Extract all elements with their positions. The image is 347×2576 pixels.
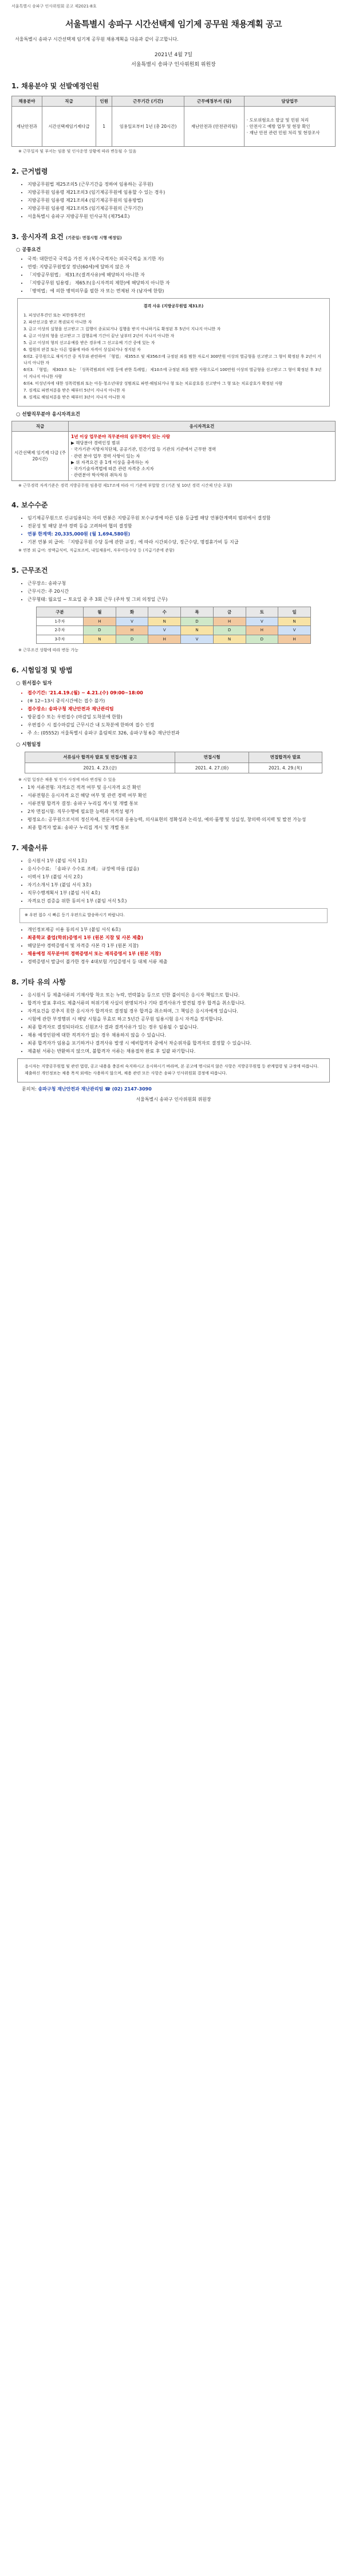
list-item: • 채용예정 직무분야의 경력증명서 또는 재직증명서 1부 (원본 지참) (27, 951, 336, 957)
law-item: 2. 파산선고를 받고 복권되지 아니한 자 (23, 320, 92, 325)
section-heading (11, 232, 336, 242)
list-item: • 2차 면접시험: 직무수행에 필요한 능력과 적격성 평가 (27, 808, 336, 815)
issuer: 서울특별시 송파구 인사위원회 위원장 (131, 62, 216, 68)
table-cell: V (278, 626, 311, 635)
subheading: ○ 공통요건 (16, 247, 41, 253)
table-cell: 2021. 4. 29.(목) (249, 763, 322, 773)
common-req-list (22, 256, 336, 295)
documents-list (22, 858, 336, 905)
table-header: 인원 (96, 96, 112, 106)
intro-text: 서울특별시 송파구 시간선택제 임기제 공무원 채용계획을 다음과 같이 공고합니다. (15, 37, 179, 42)
section-heading: 4. 보수수준 (11, 501, 48, 510)
list-item: • 서류전형 합격자 결정: 송파구 누리집 게시 및 개별 통보 (27, 800, 336, 807)
table-header: 근무예정부서 (팀) (184, 96, 244, 106)
list-item: • 우편접수 시 접수마감일 근무시간 내 도착분에 한하며 접수 인정 (27, 722, 336, 729)
list-item: • 임기제공무원으로 신규임용되는 자의 연봉은 지방공무원 보수규정에 따른 임용 등급별 해당 연봉한계액의 범위에서 결정함 (27, 515, 336, 522)
table-header: 직급 (42, 96, 96, 106)
recruit-table (11, 96, 336, 147)
list-item: • 해당분야 경력증명서 및 자격증 사본 각 1부 (원본 지참) (27, 943, 336, 949)
list-item: • 「병역법」에 의한 병역의무를 필한 자 또는 면제된 자 (남자에 한함) (27, 288, 336, 295)
pay-note: ※ 연봉 외 급여: 정액급식비, 직급보조비, 내일채움비, 자부이동수당 등 (지급기준에 준함) (18, 548, 175, 553)
list-item: • 채용 예정인원에 대한 적격자가 없는 경우 채용하지 않을 수 있습니다. (27, 1032, 336, 1039)
list-item: • 접수장소: 송파구청 재난안전과 재난관리팀 (27, 706, 336, 713)
table-cell: V (246, 617, 278, 626)
table-cell: H (116, 626, 148, 635)
table-cell: H (278, 635, 311, 644)
req-item: ▶ 위 자격요건 중 1개 이상을 충족하는 자 (71, 459, 149, 465)
table-cell: 시간선택제 임기제 다급 (주 20시간) (12, 431, 69, 480)
req-item: · 관련분야 학사학위 취득자 등 (71, 472, 128, 478)
table-cell: V (148, 626, 181, 635)
list-item: • 「지방공무원법」 제31조(결격사유)에 해당하지 아니한 자 (27, 272, 336, 279)
table-cell: H (148, 635, 181, 644)
law-item: 1. 피성년후견인 또는 피한정후견인 (23, 313, 86, 318)
list-item: • 근무시간: 주 20시간 (27, 588, 336, 595)
contact-value: 송파구청 재난안전과 재난관리팀 ☎ (02) 2147-3090 (38, 1086, 152, 1092)
list-item: • (※ 12~13시 중식시간에는 접수 불가) (27, 698, 336, 705)
table-header: 수 (148, 607, 181, 617)
work-list (22, 580, 336, 603)
subheading: ○ 선발직무분야 응시자격요건 (16, 411, 80, 417)
list-item: • 자격요건을 갖추지 못한 응시자가 합격자로 결정될 경우 합격을 취소하며, 그 책임은 응시자에게 있습니다. (27, 1008, 336, 1015)
table-cell (69, 431, 336, 480)
list-item: • 기본 연봉 외 급여: 「지방공무원 수당 등에 관한 규정」에 따라 시간외수당, 정근수당, 명절휴가비 등 지급 (27, 539, 336, 546)
table-header: 구분 (37, 607, 84, 617)
list-item: • 연봉 한계액: 20,335,000원 (월 1,694,580원) (27, 531, 336, 538)
section-heading: 5. 근무조건 (11, 566, 48, 574)
req-note: ※ 근무경력 자격기준은 경력 지방공무원 임용령 제17조에 따라 이 기준에 부합할 것 (기존 및 10년 경력 시간제 단순 포함) (18, 483, 232, 488)
table-cell: 1 (96, 107, 112, 147)
page-title: 서울특별시 송파구 시간선택제 임기제 공무원 채용계획 공고 (65, 18, 282, 29)
contact (22, 1086, 336, 1093)
footer-issuer: 서울특별시 송파구 인사위원회 위원장 (136, 1096, 211, 1102)
table-cell: V (181, 635, 214, 644)
work-schedule-table (36, 607, 311, 644)
law-item: 4. 금고 이상의 형을 선고받고 그 집행유예 기간이 끝난 날부터 2년이 지나지 아니한 자 (23, 333, 175, 338)
law-item: 6의2. 공무원으로 재직기간 중 직무와 관련하여 「형법」 제355조 및 제356조에 규정된 죄를 범한 자로서 300만원 이상의 벌금형을 선고받고 그 형이 확정된 후 2년이 지나지 아니한 자 (23, 354, 321, 366)
list-item: • 1차 서류전형: 자격요건 적격 여부 및 응시자격 요건 확인 (27, 784, 336, 791)
list-item: • 최종 합격자가 임용을 포기하거나 결격사유 발생 시 예비합격자 중에서 차순위자를 합격자로 결정할 수 있습니다. (27, 1040, 336, 1047)
box-title: 결격 사유 (지방공무원법 제31조) (143, 304, 204, 309)
table-cell: 재난안전과 (안전관리팀) (184, 107, 244, 147)
list-item: • 지방공무원 임용령 제21조의5 (임기제공무원의 근무기간) (27, 205, 336, 212)
section-heading: 2. 근거법령 (11, 167, 48, 175)
table-cell: 재난안전과 (12, 107, 42, 147)
section-heading: 7. 제출서류 (11, 844, 48, 853)
list-item: • 서류전형은 응시자격 요건 해당 여부 및 관련 경력 여부 확인 (27, 792, 336, 799)
list-item: • 근무형태: 월요일 ~ 토요일 중 주 3회 근무 (주차 및 그외 의정일 근무) (27, 596, 336, 603)
table-note: ※ 근무일자 및 부서는 임용 및 인사운영 상황에 따라 변동될 수 있음 (18, 149, 137, 154)
list-item: • 서울특별시 송파구 지방공무원 인사규칙 (제754호) (27, 213, 336, 220)
list-item: • 국적: 대한민국 국적을 가진 자 (복수국적자는 외국국적을 포기한 자) (27, 256, 336, 263)
table-header: 일 (278, 607, 311, 617)
law-item: 6의3. 「형법」 제303조 또는 「성폭력범죄의 처벌 등에 관한 특례법」 제10조에 규정된 죄를 범한 사람으로서 100만원 이상의 벌금형을 선고받고 그 형이 확정된 후 3년이 지나지 아니한 사람 (23, 368, 322, 380)
list-item: • 근무장소: 송파구청 (27, 580, 336, 587)
table-cell: 2021. 4. 23.(금) (25, 763, 175, 773)
table-cell: D (116, 635, 148, 644)
notice-number: 서울특별시 송파구 인사위원회 공고 제2021-8호 (11, 4, 97, 9)
table-cell: H (84, 617, 116, 626)
req-item: ▶ 해당분야 경력인정 범위 (71, 440, 120, 446)
table-cell: 임용일로부터 1년 (총 20시간) (112, 107, 184, 147)
exam-note: ※ 시험 일정은 채용 및 인사 사정에 따라 변경될 수 있음 (18, 777, 116, 782)
law-item: 7. 징계로 파면처분을 받은 때부터 5년이 지나지 아니한 자 (23, 388, 125, 393)
subheading: ○ 시험일정 (16, 741, 41, 748)
heading-text: 3. 응시자격 요건 (11, 232, 64, 241)
list-item: • 경력증명서 발급이 불가한 경우 4대보험 가입증명서 등 대체 서류 제출 (27, 959, 336, 965)
table-cell: D (181, 617, 214, 626)
caution-box: 응시자는 지방공무원법 및 관련 법령, 공고 내용을 충분히 숙지하시고 응시하시기 바라며, 본 공고에 명시되지 않은 사항은 지방공무원법 등 관계법령 및 규정에 따릅니다. 제출하신 개인정보는 채용 목적 외에는 사용하지 않으며, 채용 관련 모든 사항은 송파구 인사위원회 결정에 따릅니다. (17, 1058, 330, 1082)
list-item: • 지방공무원 임용령 제21조의4 (임기제공무원의 임용방법) (27, 197, 336, 204)
list-item: • 최종 합격자로 결정되더라도 신원조사 결과 결격사유가 있는 경우 임용될 수 없습니다. (27, 1024, 336, 1031)
list-item: • 지방공무원법 제25조의5 (근무기간을 정하여 임용하는 공무원) (27, 181, 336, 188)
list-item: • 접수기간: '21.4.19.(월) ~ 4.21.(수) 09:00~18:00 (27, 690, 336, 697)
table-cell: N (213, 635, 246, 644)
mail-note-box: ※ 우편 접수 시 빠른 등기 우편으로 발송하시기 바랍니다. (19, 908, 328, 923)
req-item: · 관련 분야 업무 경력 사항이 있는 자 (71, 453, 140, 459)
table-cell: N (148, 617, 181, 626)
table-cell: 2021. 4. 27.(화) (175, 763, 249, 773)
table-header: 토 (246, 607, 278, 617)
table-cell: 1주차 (37, 617, 84, 626)
law-item: 8. 징계로 해임처분을 받은 때부터 3년이 지나지 아니한 자 (23, 394, 125, 400)
list-item: • 개인정보제공 이용 동의서 1부 (붙임 서식 6호) (27, 927, 336, 933)
list-item: • 응시수수료: 「송파구 수수료 조례」 규정에 따름 (없음) (27, 866, 336, 873)
list-item: • 응시원서 1부 (붙임 서식 1호) (27, 858, 336, 865)
table-cell: · 도로위험요소 발굴 및 민원 처리 · 안전사고 예방 업무 및 현장 확인 · 재난 안전 관련 민원 처리 및 현장조사 (244, 107, 335, 147)
table-header: 목 (181, 607, 214, 617)
contact-label: 문의처: (22, 1086, 37, 1092)
table-cell: N (181, 626, 214, 635)
reception-list (22, 690, 336, 737)
list-item: • 제출된 서류는 반환하지 않으며, 불합격자 서류는 채용절차 완료 후 일괄 파기합니다. (27, 1048, 336, 1055)
table-cell: H (213, 617, 246, 626)
table-cell: 2주차 (37, 626, 84, 635)
method-list (22, 784, 336, 831)
law-item: 6. 법원의 판결 또는 다른 법률에 따라 자격이 상실되거나 정지된 자 (23, 347, 141, 352)
table-cell: N (84, 635, 116, 644)
table-cell: D (213, 626, 246, 635)
req-item: · 국가기관·지방자치단체, 공공기관, 민간기업 등 기관의 기관에서 근무한 경력 (71, 447, 216, 452)
table-header: 서류심사 합격자 발표 및 면접시험 공고 (25, 752, 175, 763)
list-item: • 지방공무원 임용령 제21조의3 (임기제공무원에 임용할 수 있는 경우) (27, 189, 336, 196)
list-item: • 자격요건 검증을 위한 동의서 1부 (붙임 서식 5호) (27, 898, 336, 905)
subheading: ○ 원서접수 일자 (16, 680, 52, 686)
table-header: 금 (213, 607, 246, 617)
table-header: 면접합격자 발표 (249, 752, 322, 763)
table-header: 화 (116, 607, 148, 617)
req-item: · 국가기술자격법에 따른 관련 자격증 소지자 (71, 466, 154, 472)
list-item: • 전문성 및 해당 분야 경력 등을 고려하여 협의 결정함 (27, 523, 336, 530)
table-cell: H (246, 626, 278, 635)
caution-list (22, 992, 336, 1055)
req-main: 1년 이상 업무분야 직무분야의 실무경력이 있는 사람 (71, 433, 171, 439)
law-item: 6의4. 미성년자에 대한 성폭력범죄 또는 아동·청소년대상 성범죄로 파면·해임되거나 형 또는 치료감호를 선고받아 그 형 또는 치료감호가 확정된 사람 (23, 381, 283, 386)
list-item: • 자기소개서 1부 (붙임 서식 3호) (27, 882, 336, 889)
list-item: • 직무수행계획서 1부 (붙임 서식 4호) (27, 890, 336, 897)
table-cell: 3주차 (37, 635, 84, 644)
list-item: • 「지방공무원 임용령」 제65조(응시자격의 제한)에 해당하지 아니한 자 (27, 280, 336, 287)
table-cell: D (84, 626, 116, 635)
law-item: 3. 금고 이상의 실형을 선고받고 그 집행이 종료되거나 집행을 받지 아니하기로 확정된 후 5년이 지나지 아니한 자 (23, 326, 221, 331)
section-heading: 6. 시험일정 및 방법 (11, 666, 73, 674)
documents-list-2 (22, 927, 336, 965)
list-item: • 연령: 지방공무원법상 정년(60세)에 달하지 않은 자 (27, 264, 336, 271)
notice-date: 2021년 4월 7일 (154, 52, 193, 58)
heading-sub: (기준일: 면접시험 시행 예정일) (66, 235, 122, 240)
table-cell: D (246, 635, 278, 644)
list-item: • 주 소: (05552) 서울특별시 송파구 올림픽로 326, 송파구청 6층 재난안전과 (27, 730, 336, 737)
law-item: 5. 금고 이상의 형의 선고유예를 받은 경우에 그 선고유예 기간 중에 있는 자 (23, 340, 155, 345)
table-header: 담당업무 (244, 96, 335, 106)
table-header: 채용분야 (12, 96, 42, 106)
table-cell: 시간선택제임기제다급 (42, 107, 96, 147)
list-item: • 시험에 관한 부정행위 시 해당 시험을 무효로 하고 5년간 공무원 임용시험 응시 자격을 정지합니다. (27, 1016, 336, 1023)
table-header: 근무기간 (기간) (112, 96, 184, 106)
requirement-table (11, 421, 336, 481)
list-item: • 최종학교 졸업(학위)증명서 1부 (원본 지참 및 사본 제출) (27, 935, 336, 941)
table-cell: V (116, 617, 148, 626)
table-header: 월 (84, 607, 116, 617)
list-item: • 최종 합격자 발표: 송파구 누리집 게시 및 개별 통보 (27, 824, 336, 831)
schedule-note: ※ 근무조건 상황에 따라 변동 가능 (18, 648, 78, 653)
disqualification-box (17, 298, 330, 406)
list-item: • 응시원서 등 제출서류의 기재사항 착오 또는 누락, 연락불능 등으로 인한 불이익은 응시자 책임으로 합니다. (27, 992, 336, 999)
table-header: 면접시험 (175, 752, 249, 763)
table-cell: N (278, 617, 311, 626)
list-item: • 평정요소: 공무원으로서의 정신자세, 전문지식과 응용능력, 의사표현의 정확성과 논리성, 예의·품행 및 성실성, 창의력·의지력 및 발전 가능성 (27, 816, 336, 823)
list-item: • 방문접수 또는 우편접수 (마감일 도착분에 한함) (27, 714, 336, 721)
table-header: 응시자격요건 (69, 421, 336, 431)
list-item: • 합격자 발표 후라도 제출서류의 허위기재 사실이 판명되거나 기타 결격사유가 발견될 경우 합격을 취소합니다. (27, 1000, 336, 1007)
section-heading: 1. 채용분야 및 선발예정인원 (11, 81, 99, 90)
law-list (22, 181, 336, 220)
list-item: • 이력서 1부 (붙임 서식 2호) (27, 874, 336, 881)
pay-list (22, 515, 336, 546)
section-heading: 8. 기타 유의 사항 (11, 978, 66, 987)
table-header: 직급 (12, 421, 69, 431)
exam-schedule-table (25, 752, 322, 773)
